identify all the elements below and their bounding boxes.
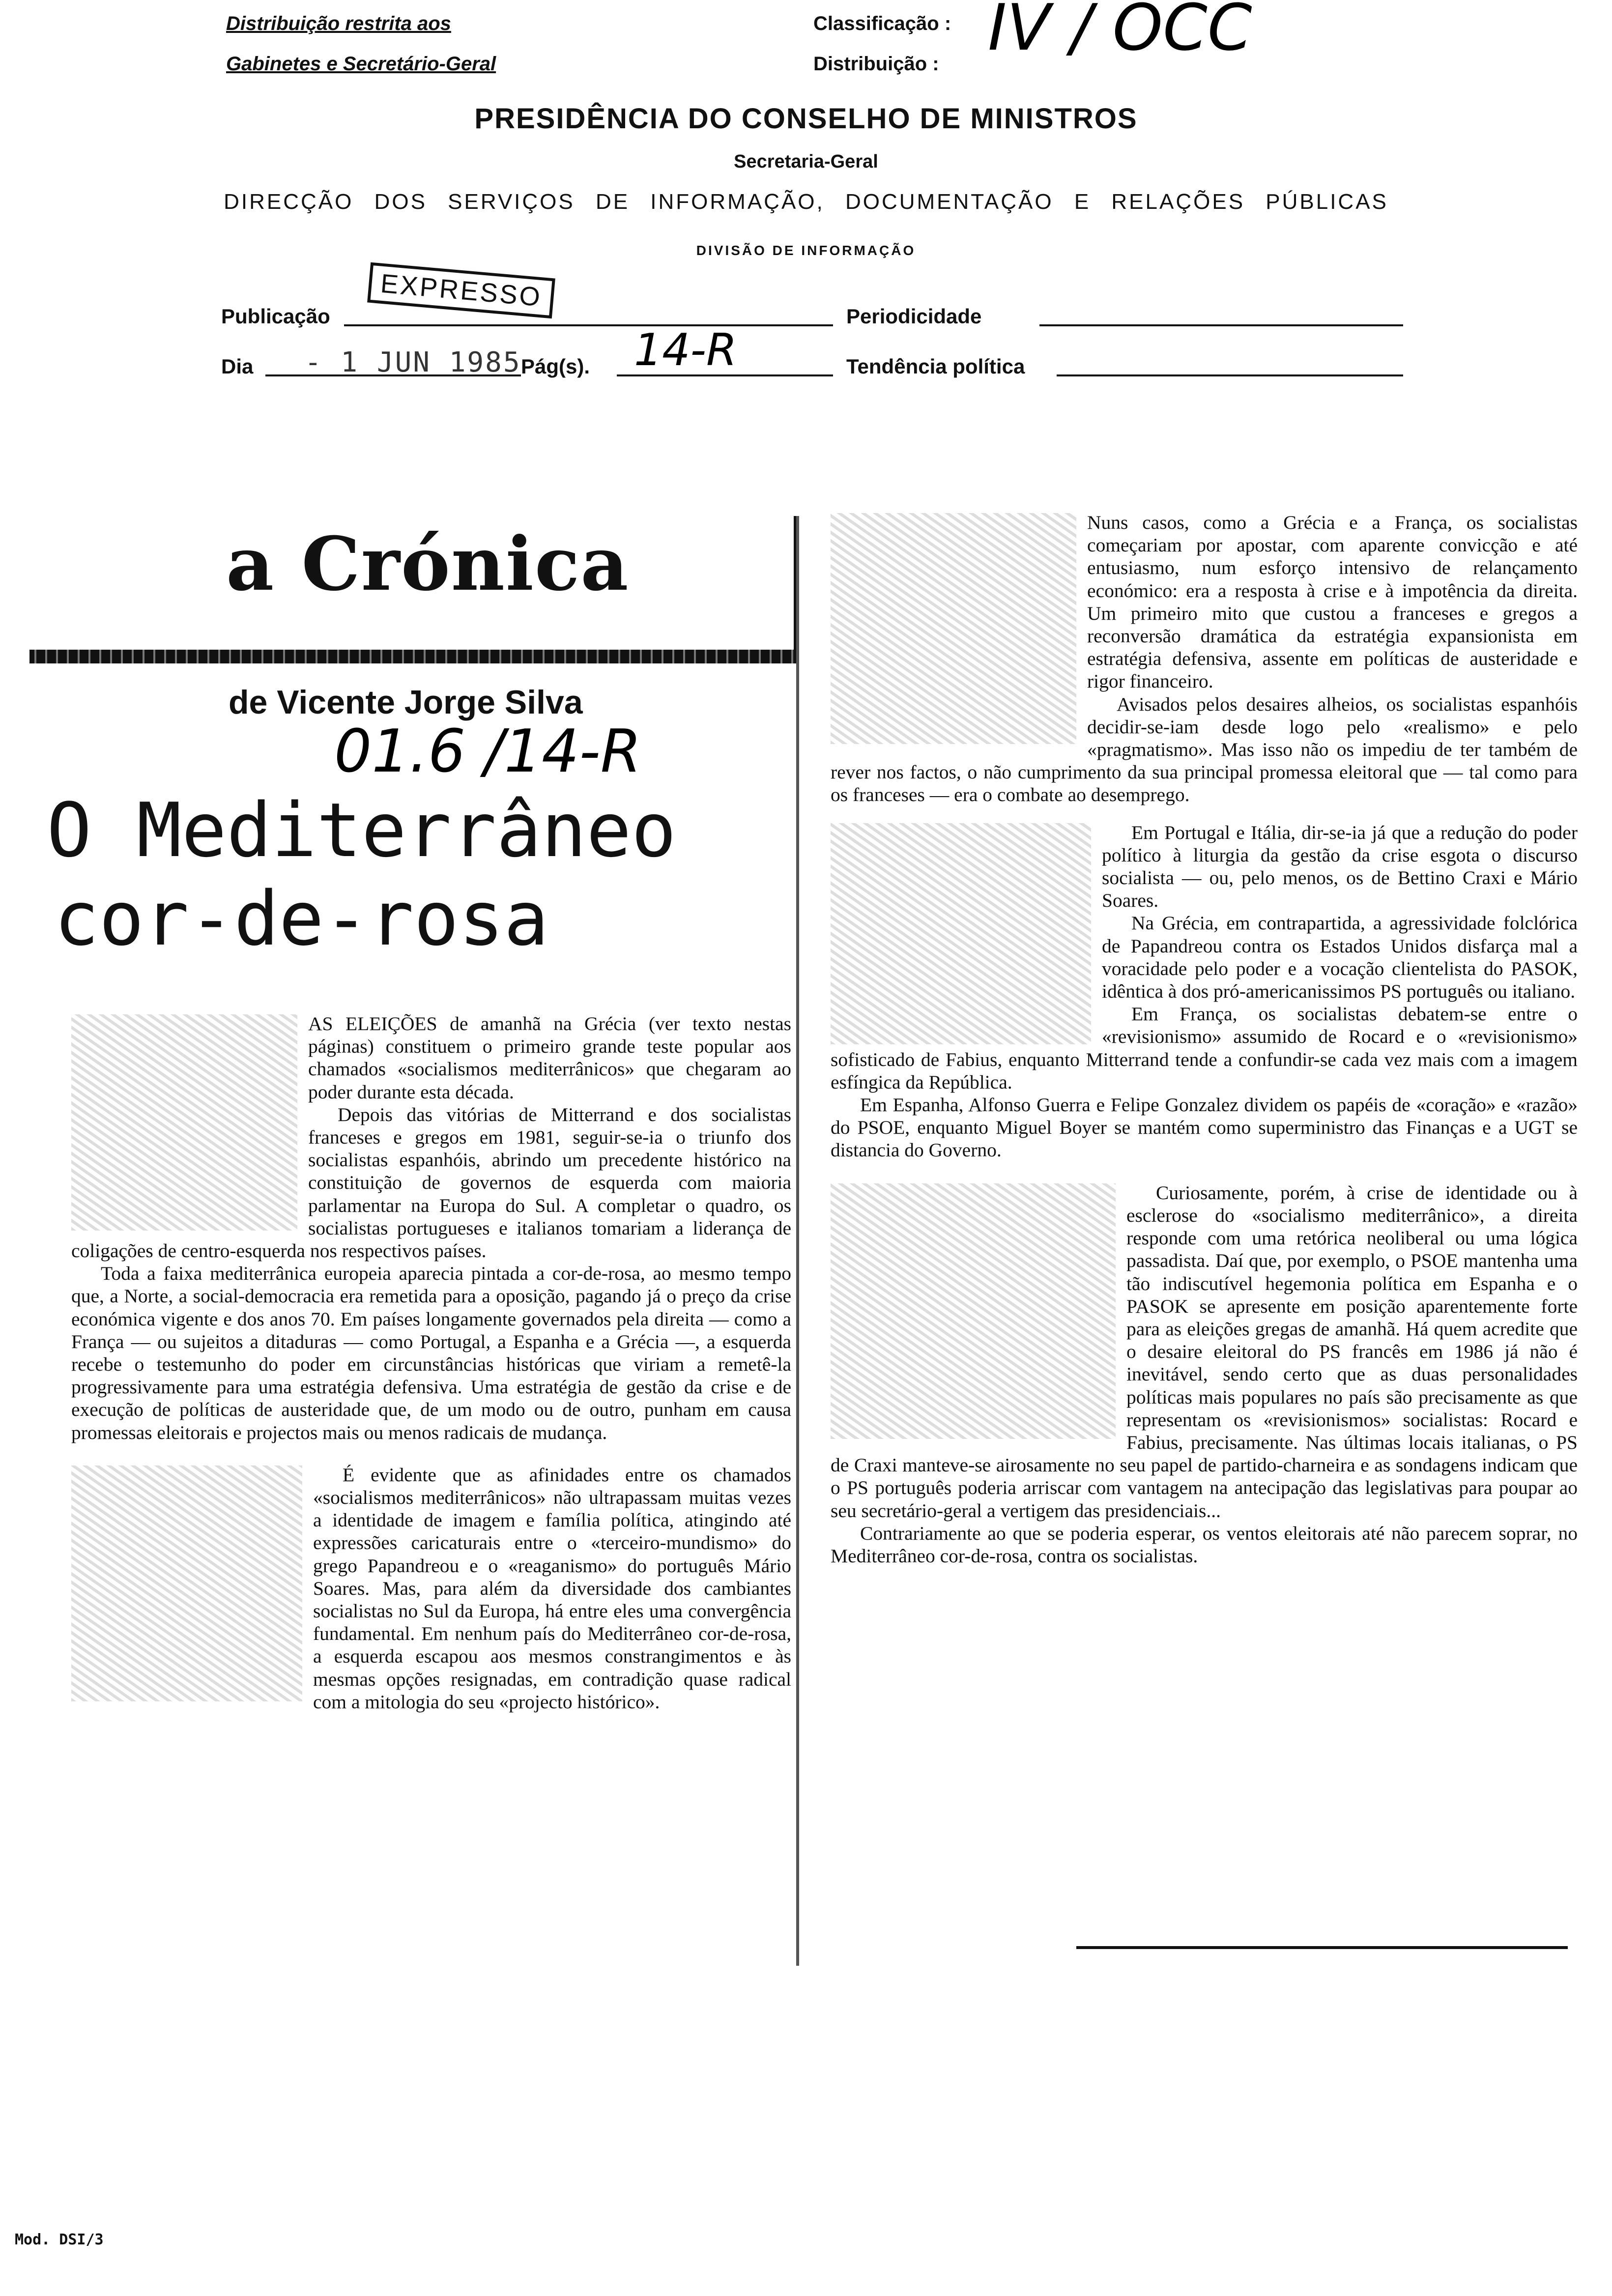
headline-line-1: O Mediterrâneo xyxy=(47,787,677,874)
pages-value: 14-R xyxy=(634,324,737,376)
portrait-photo-5 xyxy=(831,1183,1116,1439)
publication-stamp: EXPRESSO xyxy=(367,262,555,319)
right-paragraph-4: Na Grécia, em contrapartida, a agressividade folclórica de Papandreou contra os Estados Unidos disfarça mal a voracidade pelo poder e a vocação clientelista do PASOK, idêntica à dos pró-americanissimos PS português ou italiano. xyxy=(1102,912,1578,1003)
restriction-line-2: Gabinetes e Secretário-Geral xyxy=(226,53,496,75)
right-paragraph-5: Em França, os socialistas debatem-se entre o «revisionismo» assumido de Rocard e o «revisionismo» sofisticado de Fabius, enquanto Mitterrand tende a confundir-se cada vez mais com a imagem esfíngica da República. xyxy=(831,1003,1578,1093)
right-paragraph-2: Avisados pelos desaires alheios, os socialistas espanhóis decidir-se-iam desde logo pelo «realismo» e pelo «pragmatismo». Mas isso não os impediu de ter também de rever nos factos, o não cumprimento da sua principal promessa eleitoral que — tal como para os franceses — era o combate ao desemprego. xyxy=(831,693,1578,806)
restriction-line-1: Distribuição restrita aos xyxy=(226,13,451,34)
portrait-photo-4 xyxy=(831,823,1091,1044)
headline-line-2: cor-de-rosa xyxy=(54,875,549,962)
tendency-line xyxy=(1057,374,1403,376)
right-paragraph-3: Em Portugal e Itália, dir-se-ia já que a redução do poder político à liturgia da gestão da crise esgota o discurso socialista — ou, pelo menos, os de Bettino Craxi e Mário Soares. xyxy=(1102,821,1578,912)
day-label: Dia xyxy=(221,355,254,378)
form-code: Mod. DSI/3 xyxy=(15,2231,104,2248)
left-paragraph-1: AS ELEIÇÕES de amanhã na Grécia (ver texto nestas páginas) constituem o primeiro grande teste popular aos chamados «socialismos mediterrânicos» que chegaram ao poder durante esta década. xyxy=(308,1013,791,1103)
handwritten-classification-code: IV / OCC xyxy=(988,0,1252,65)
right-column xyxy=(831,511,1578,1567)
left-paragraph-4: É evidente que as afinidades entre os chamados «socialismos mediterrânicos» não ultrapassam muitas vezes a identidade de imagem e família política, atingindo até expressões caricaturais entre o «terceiro-mundismo» do grego Papandreou e o «reaganismo» do português Mário Soares. Mas, para além da diversidade dos cambiantes socialistas no Sul da Europa, há entre eles uma convergência fundamental. Em nenhum país do Mediterrâneo cor-de-rosa, a esquerda escapou aos mesmos constrangimentos e às mesmas opções resignadas, em contradição quase radical com a mitologia do seu «projecto histórico». xyxy=(313,1464,791,1713)
left-paragraph-2: Depois das vitórias de Mitterrand e dos socialistas franceses e gregos em 1981, seguir-se-ia o triunfo dos socialistas espanhóis, abrindo um precedente histórico na constituição de governos de esquerda com maioria parlamentar na Europa do Sul. A completar o quadro, os socialistas portugueses e italianos tomariam a liderança de coligações de centro-esquerda nos respectivos países. xyxy=(71,1103,791,1262)
periodicity-label: Periodicidade xyxy=(846,305,982,328)
distribution-label: Distribuição : xyxy=(813,53,939,75)
section-rule xyxy=(29,650,796,663)
classification-label: Classificação : xyxy=(813,13,951,34)
article-end-rule xyxy=(1076,1946,1568,1949)
tendency-label: Tendência política xyxy=(846,355,1025,378)
right-paragraph-8: Contrariamente ao que se poderia esperar, os ventos eleitorais até não parecem soprar, no Mediterrâneo cor-de-rosa, contra os socialistas. xyxy=(831,1522,1578,1567)
publication-line xyxy=(344,324,833,326)
publication-label: Publicação xyxy=(221,305,330,328)
periodicity-line xyxy=(1039,324,1403,326)
pages-label: Pág(s). xyxy=(521,355,590,378)
division-name: DIVISÃO DE INFORMAÇÃO xyxy=(696,243,916,258)
date-stamp: - 1 JUN 1985 xyxy=(305,346,521,378)
portrait-photo-3 xyxy=(831,513,1076,744)
institution-name: PRESIDÊNCIA DO CONSELHO DE MINISTROS xyxy=(474,103,1138,135)
author-byline: de Vicente Jorge Silva xyxy=(229,684,583,721)
handwritten-reference: 01.6 /14-R xyxy=(334,718,642,786)
right-paragraph-6: Em Espanha, Alfonso Guerra e Felipe Gonzalez dividem os papéis de «coração» e «razão» do PSOE, enquanto Miguel Boyer se mantém como superministro das Finanças e a UGT se distancia do Governo. xyxy=(831,1094,1578,1161)
portrait-photo-2 xyxy=(71,1465,302,1701)
section-title: a Crónica xyxy=(226,521,630,607)
column-divider xyxy=(796,516,799,1966)
portrait-photo-1 xyxy=(71,1014,297,1231)
left-paragraph-3: Toda a faixa mediterrânica europeia aparecia pintada a cor-de-rosa, ao mesmo tempo que, a Norte, a social-democracia era remetida para a oposição, pagando já o preço da crise económica vigente e dos anos 70. Em países longamente governados pela direita — como a França — ou sujeitos a ditaduras — como Portugal, a Espanha e a Grécia —, a esquerda recebe o testemunho do poder em circunstâncias históricas que viriam a remetê-la progressivamente para uma estratégia defensiva. Uma estratégia de gestão da crise e de execução de políticas de austeridade que, de um modo ou de outro, punham em causa promessas eleitorais e projectos mais ou menos radicais de mudança. xyxy=(71,1263,791,1443)
left-column xyxy=(71,1012,791,1713)
department-name: DIRECÇÃO DOS SERVIÇOS DE INFORMAÇÃO, DOCUMENTAÇÃO E RELAÇÕES PÚBLICAS xyxy=(224,190,1388,214)
right-paragraph-1: Nuns casos, como a Grécia e a França, os socialistas começariam por apostar, com aparente convicção e até entusiasmo, num esforço intensivo de relançamento económico: era a resposta à crise e à impotência da direita. Um primeiro mito que custou a franceses e gregos a reconversão dramática da estratégia expansionista em estratégia defensiva, assente em políticas de austeridade e rigor financeiro. xyxy=(1087,512,1578,692)
secretariat-name: Secretaria-Geral xyxy=(734,151,878,172)
right-paragraph-7: Curiosamente, porém, à crise de identidade ou à esclerose do «socialismo mediterrânico», a direita responde com uma retórica neoliberal ou uma lógica passadista. Daí que, por exemplo, o PSOE mantenha uma tão indiscutível hegemonia política em Espanha e o PASOK se apresente em posição aparentemente forte para as eleições gregas de amanhã. Há quem acredite que o desaire eleitoral do PS francês em 1986 já não é inevitável, sendo certo que as duas personalidades políticas mais populares no país são precisamente as que representam os «revisionismos» socialistas: Rocard e Fabius, precisamente. Nas últimas locais italianas, o PS de Craxi manteve-se airosamente no seu papel de partido-charneira e as sondagens indicam que o PS português poderia arriscar com vantagem na antecipação das legislativas para poupar ao seu secretário-geral a vertigem das presidenciais... xyxy=(831,1181,1578,1521)
